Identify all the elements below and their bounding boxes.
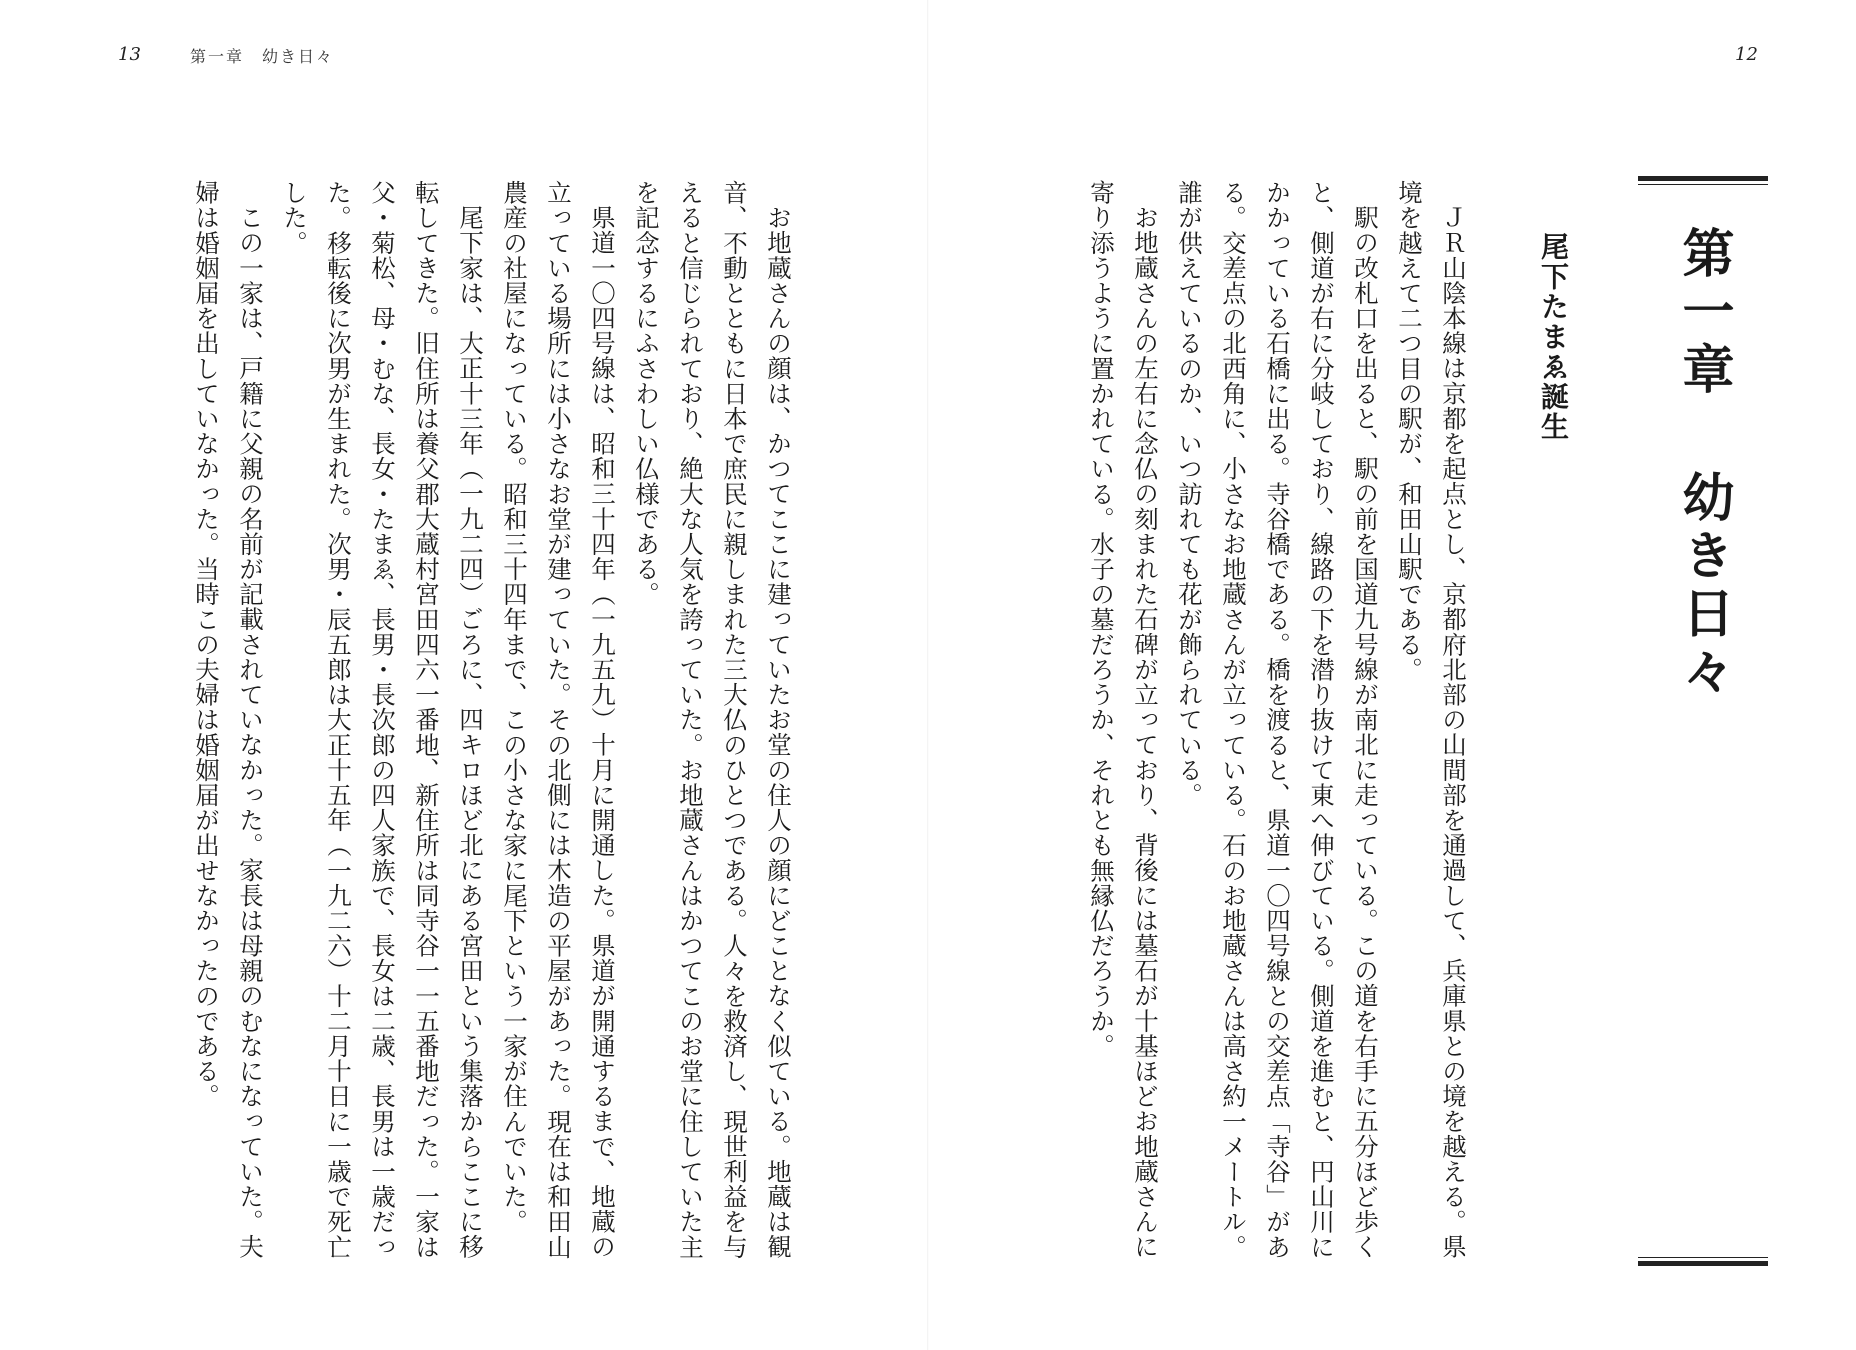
left-page-number: 13 [118, 44, 141, 65]
paragraph: ＪＲ山陰本線は京都を起点とし、京都府北部の山間部を通過して、兵庫県との境を越える。県境を越えて二つ目の駅が、和田山駅である。 [1395, 180, 1468, 1259]
chapter-heading [1638, 176, 1768, 1266]
right-page-body [1085, 180, 1475, 1280]
chapter-title [1668, 226, 1738, 702]
chapter-number: 第一章 [1673, 226, 1733, 400]
chapter-rule-top [1638, 176, 1768, 185]
paragraph: この一家は、戸籍に父親の名前が記載されていなかった。家長は母親のむなになっていた。夫婦は婚姻届を出していなかった。当時この夫婦は婚姻届が出せなかったのである。 [192, 180, 265, 1259]
page-gutter [927, 0, 929, 1350]
chapter-name: 幼き日々 [1673, 470, 1733, 702]
paragraph: 駅の改札口を出ると、駅の前を国道九号線が南北に走っている。この道を右手に五分ほど歩くと、側道が右に分岐しており、線路の下を潜り抜けて東へ伸びている。側道を進むと、円山川にかかっている石橋に出る。寺谷橋である。橋を渡ると、県道一〇四号線との交差点「寺谷」がある。交差点の北西角に、小さなお地蔵さんが立っている。石のお地蔵さんは高さ約一メートル。誰が供えているのか、いつ訪れても花が飾られている。 [1175, 180, 1380, 1260]
left-page-body [80, 180, 800, 1280]
paragraph: お地蔵さんの左右に念仏の刻まれた石碑が立っており、背後には墓石が十基ほどお地蔵さんに寄り添うように置かれている。水子の墓だろうか、それとも無縁仏だろうか。 [1087, 180, 1160, 1259]
paragraph: 尾下家は、大正十三年（一九二四）ごろに、四キロほど北にある宮田という集落からここに移転してきた。旧住所は養父郡大蔵村宮田四六一番地、新住所は同寺谷一一五番地だった。一家は父・菊松、母・むな、長女・たまゑ、長男・長次郎の四人家族で、長女は二歳、長男は一歳だった。移転後に次男が生まれた。次男・辰五郎は大正十五年（一九二六）十二月十日に一歳で死亡した。 [280, 180, 485, 1260]
paragraph: 県道一〇四号線は、昭和三十四年（一九五九）十月に開通した。県道が開通するまで、地蔵の立っている場所には小さなお堂が建っていた。その北側には木造の平屋があった。現在は和田山農産の社屋になっている。昭和三十四年まで、この小さな家に尾下という一家が住んでいた。 [500, 180, 617, 1260]
running-head: 第一章 幼き日々 [190, 47, 335, 66]
section-title: 尾下たまゑ誕生 [1537, 232, 1570, 442]
paragraph: お地蔵さんの顔は、かつてここに建っていたお堂の住人の顔にどことなく似ている。地蔵は観音、不動とともに日本で庶民に親しまれた三大仏のひとつである。人々を救済し、現世利益を与えると信じられており、絶大な人気を誇っていた。お地蔵さんはかつてこのお堂に住していた主を記念するにふさわしい仏様である。 [632, 180, 793, 1260]
right-page-number: 12 [1735, 44, 1758, 65]
chapter-rule-bottom [1638, 1254, 1768, 1266]
